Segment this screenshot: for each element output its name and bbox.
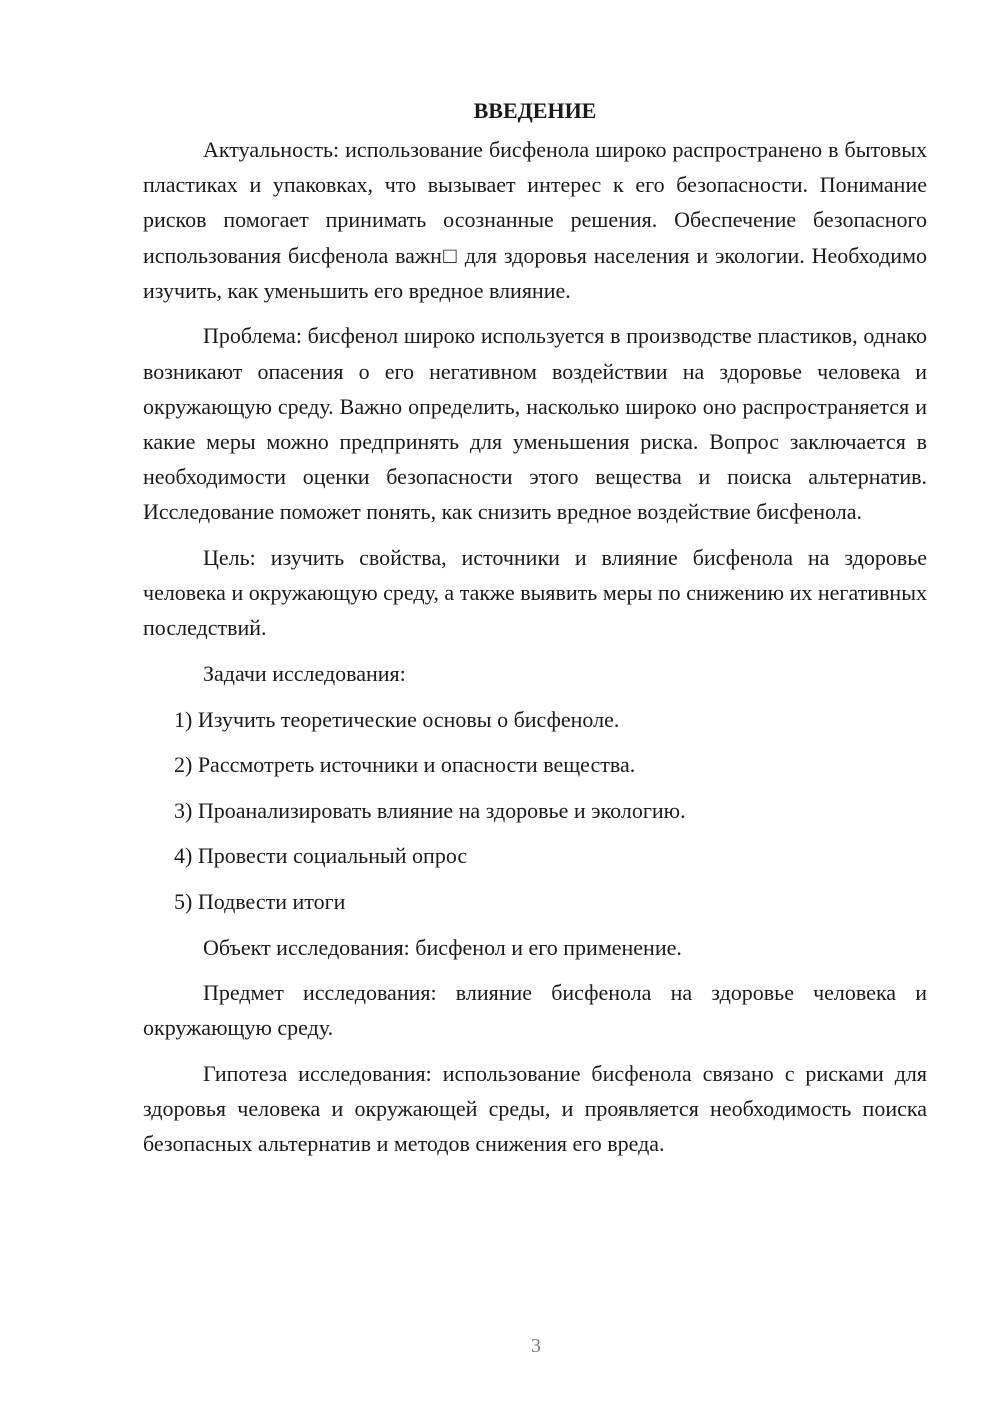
paragraph-problem: Проблема: бисфенол широко используется в производстве пластиков, однако возникают опасения о его негативном воздействии на здоровье человека и окружающую среду. Важно определить, насколько широко оно распространяется и какие меры можно предпринять для уменьшения риска. Вопрос заключается в необходимости оценки безопасности этого вещества и поиска альтернатив. Исследование поможет понять, как снизить вредное воздействие бисфенола. (143, 323, 927, 525)
tasks-title: Задачи исследования: (203, 661, 406, 687)
list-item: 2) Рассмотреть источники и опасности вещества. (174, 752, 636, 778)
list-item: 3) Проанализировать влияние на здоровье и экологию. (174, 797, 686, 823)
paragraph-hypothesis: Гипотеза исследования: использование бисфенола связано с рисками для здоровья человека и окружающей среды, и проявляется необходимость поиска безопасных альтернатив и методов снижения его вреда. (143, 1060, 927, 1157)
document-page (143, 96, 927, 1172)
list-item: 1) Изучить теоретические основы о бисфеноле. (174, 706, 620, 732)
list-item: 5) Подвести итоги (174, 888, 346, 914)
list-item: 4) Провести социальный опрос (174, 843, 468, 869)
paragraph-relevance: Актуальность: использование бисфенола широко распространено в бытовых пластиках и упаковках, что вызывает интерес к его безопасности. Понимание рисков помогает принимать осознанные решения. Обеспечение безопасного использования бисфенола важн□ для здоровья населения и экологии. Необходимо изучить, как уменьшить его вредное влияние. (143, 137, 927, 303)
paragraph-goal: Цель: изучить свойства, источники и влияние бисфенола на здоровье человека и окружающую среду, а также выявить меры по снижению их негативных последствий. (143, 545, 927, 641)
paragraph-object: Объект исследования: бисфенол и его применение. (203, 934, 682, 960)
section-heading: ВВЕДЕНИЕ (473, 98, 597, 123)
tasks-list (143, 702, 927, 920)
page-number: 3 (531, 1335, 541, 1357)
paragraph-subject: Предмет исследования: влияние бисфенола на здоровье человека и окружающую среду. (143, 980, 927, 1041)
